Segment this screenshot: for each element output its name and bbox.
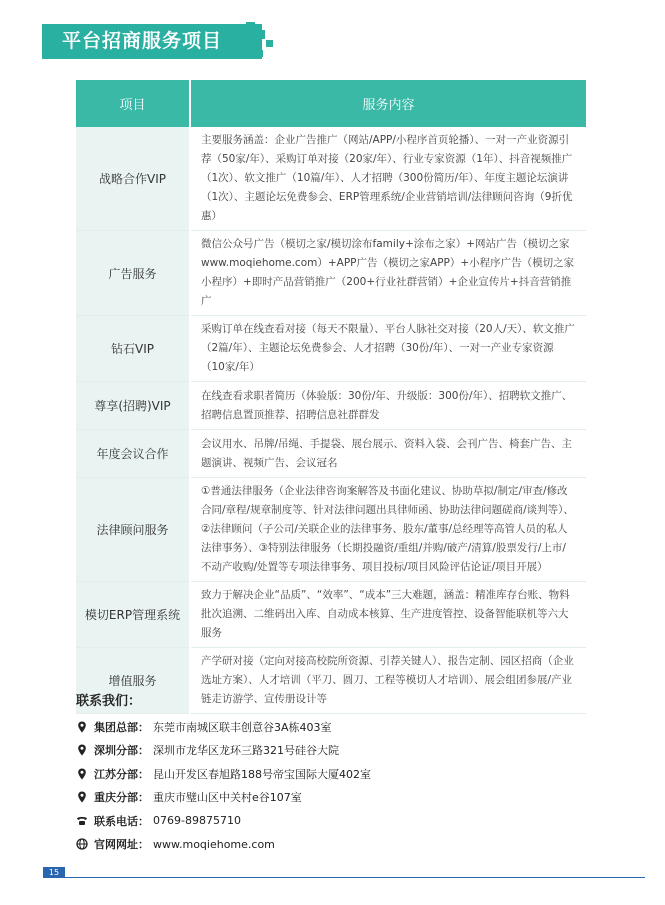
row-name: 钻石VIP [76,316,190,382]
location-pin-icon [76,721,88,733]
contact-title: 联系我们： [76,694,142,709]
table-header-row [76,80,586,127]
column-header-content: 服务内容 [190,80,586,127]
contact-item [76,762,596,786]
location-pin-icon [76,791,88,803]
contact-item [76,786,596,810]
table-row [76,316,586,382]
row-desc: 在线查看求职者简历（体验版：30份/年、升级版：300份/年）、招聘软文推广、招聘信息置顶推荐、招聘信息社群群发 [190,382,586,430]
contact-item [76,739,596,763]
contact-item [76,715,596,739]
row-name: 法律顾问服务 [76,478,190,582]
contact-value: 重庆市璧山区中关村e谷107室 [153,791,302,805]
contact-label: 重庆分部： [94,791,149,805]
table-row [76,231,586,316]
contact-item [76,833,596,857]
location-pin-icon [76,744,88,756]
contact-section [76,690,596,856]
contact-label: 深圳分部： [94,744,149,758]
contact-value: 昆山开发区春旭路188号帝宝国际大厦402室 [153,767,371,781]
table-row [76,127,586,231]
row-name: 模切ERP管理系统 [76,582,190,648]
decorative-squares-icon [236,22,276,62]
row-name: 尊享(招聘)VIP [76,382,190,430]
contact-label: 联系电话： [94,814,149,828]
row-desc: 主要服务涵盖：企业广告推广（网站/APP/小程序首页轮播）、一对一产业资源引荐（50家/年）、采购订单对接（20家/年）、行业专家资源（1年）、抖音视频推广（1次）、软文推广（10篇/年）、人才招聘（300份简历/年）、年度主题论坛演讲（1次）、主题论坛免费参会、ERP管理系统/企业营销培训/法律顾问咨询（9折优惠） [190,127,586,231]
row-name: 年度会议合作 [76,430,190,478]
table-row [76,478,586,582]
row-desc: 微信公众号广告（模切之家/模切涂布family+涂布之家）+网站广告（模切之家www.moqiehome.com）+APP广告（模切之家APP）+小程序广告（模切之家小程序）+即时产品营销推广（200+行业社群营销）+企业宣传片+抖音营销推广 [190,231,586,316]
row-name: 战略合作VIP [76,127,190,231]
contact-label: 集团总部： [94,720,149,734]
contact-value: www.moqiehome.com [153,837,275,851]
contact-value: 0769-89875710 [153,814,241,828]
phone-icon [76,815,88,827]
contact-value: 深圳市龙华区龙环三路321号硅谷大院 [153,744,339,758]
contact-label: 江苏分部： [94,767,149,781]
contact-item [76,809,596,833]
table-row [76,582,586,648]
table-row [76,430,586,478]
row-desc: 产学研对接（定向对接高校院所资源、引荐关键人）、报告定制、园区招商（企业选址方案）、人才培训（平刀、圆刀、工程等模切人才培训）、展会组团参展/产业链走访游学、宣传册设计等 [190,648,586,714]
contact-label: 官网网址： [94,838,149,852]
page-number: 15 [43,867,65,878]
footer-bar [43,867,623,878]
globe-icon [76,838,88,850]
title-banner [42,24,262,59]
row-name: 增值服务 [76,648,190,714]
row-name: 广告服务 [76,231,190,316]
location-pin-icon [76,768,88,780]
column-header-item: 项目 [76,80,190,127]
row-desc: 采购订单在线查看对接（每天不限量）、平台人脉社交对接（20人/天）、软文推广（2篇/年）、主题论坛免费参会、人才招聘（30份/年）、一对一产业专家资源（10家/年） [190,316,586,382]
table-row [76,382,586,430]
page-title: 平台招商服务项目 [62,30,223,52]
service-table [76,80,586,714]
row-desc: 会议用水、吊牌/吊绳、手提袋、展台展示、资料入袋、会刊广告、椅套广告、主题演讲、视频广告、会议冠名 [190,430,586,478]
row-desc: ①普通法律服务（企业法律咨询案解答及书面化建议、协助草拟/制定/审查/修改合同/章程/规章制度等、针对法律问题出具律师函、协助法律问题磋商/谈判等）、②法律顾问（子公司/关联企业的法律事务、股东/董事/总经理等高管人员的私人法律事务）、③特别法律服务（长期投融资/重组/并购/破产/清算/股票发行/上市/不动产收购/处置等专项法律事务、项目投标/项目风险评估论证/项目开展） [190,478,586,582]
row-desc: 致力于解决企业“品质”、“效率”、“成本”三大难题，涵盖：精准库存台账、物料批次追溯、二维码出入库、自动成本核算、生产进度管控、设备智能联机等六大服务 [190,582,586,648]
contact-value: 东莞市南城区联丰创意谷3A栋403室 [153,720,332,734]
footer-line [65,877,645,878]
